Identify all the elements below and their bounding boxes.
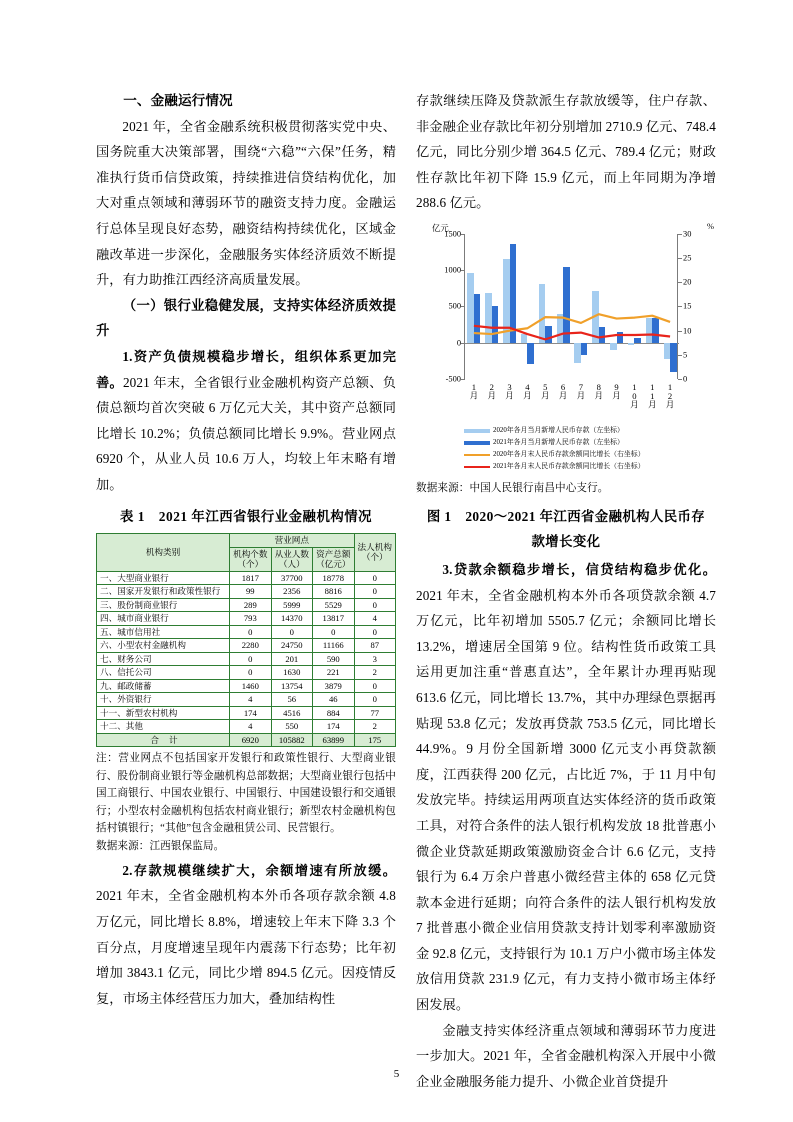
deposit-growth-chart [416,220,716,410]
x-tick-label: 1月 [468,381,479,399]
legend-swatch [464,454,490,457]
cell-value: 77 [354,706,396,720]
x-tick-label: 9月 [611,381,622,399]
intro-paragraph: 2021 年，全省金融系统积极贯彻落实党中央、国务院重大决策部署，围绕“六稳”“六保”任务，精准执行货币信贷政策，持续推进信贷结构优化，加大对重点领域和薄弱环节的融资支持力度。金融运行总体呈现良好态势，融资结构持续优化，区域金融改革进一步深化，金融服务实体经济质效不断提升，有力助推江西经济高质量发展。 [96,118,396,288]
th-institution-type: 机构类别 [97,534,230,572]
page-number: 5 [393,1068,400,1080]
th-staff-line1: 从业人数 [274,548,309,559]
cell-value: 221 [313,666,354,680]
cell-value: 13754 [271,679,312,693]
cell-value: 0 [354,585,396,599]
y-tick-label-left: 1000 [444,265,461,275]
th-count [230,547,271,571]
cell-value: 1630 [271,666,312,680]
y-tick-label-right: 5 [683,350,688,360]
table-row [97,598,396,612]
table-row [97,571,396,585]
cell-value: 201 [271,652,312,666]
item1-bold-lead: 1.资产负债规模稳步增长，组织体系更加完善。 [96,348,396,390]
cell-value: 4 [354,612,396,626]
cell-value: 0 [354,679,396,693]
cell-value: 14370 [271,612,312,626]
x-tick-label: 11月 [647,381,658,408]
bank-institutions-table [96,533,396,747]
x-tick-label: 2月 [486,381,497,399]
cell-value: 2356 [271,585,312,599]
cell-institution-type: 五、城市信用社 [97,625,230,639]
th-legal-line2: （个） [361,552,388,563]
legend-label: 2021年各月当月新增人民币存款（左坐标） [493,438,624,446]
legend-swatch [464,429,490,433]
cell-value: 0 [230,652,271,666]
chart-plot-area [444,229,692,408]
table-header-row-1 [97,534,396,548]
item3-paragraph-2: 金融支持实体经济重点领域和薄弱环节力度进一步加大。2021 年，全省金融机构深入开展中小微企业金融服务能力提升、小微企业首贷提升 [416,1022,716,1089]
cell-value: 5999 [271,598,312,612]
table-title: 表 1 2021 年江西省银行业金融机构情况 [119,508,373,524]
legend-item [464,462,716,472]
cell-value: 87 [354,639,396,653]
cell-value: 1817 [230,571,271,585]
cell-value: 174 [313,720,354,734]
cell-institution-type: 十一、新型农村机构 [97,706,230,720]
y-tick-label-left: -500 [445,374,461,384]
legend-swatch [464,466,490,469]
cell-value: 18778 [313,571,354,585]
item2-body: 2021 年末，全省金融机构本外币各项存款余额 4.8 万亿元，同比增长 8.8%，增速较上年末下降 3.3 个百分点，月度增速呈现年内震荡下行态势；比年初增加 3843.1 亿元，同比少增 894.5 亿元。因疫情反复，市场主体经营压力加大，叠加结构性 [96,888,396,1006]
cell-institution-type: 三、股份制商业银行 [97,598,230,612]
cell-value: 0 [354,571,396,585]
cell-value: 2280 [230,639,271,653]
table-row [97,639,396,653]
cell-value: 3 [354,652,396,666]
cell-institution-type: 二、国家开发银行和政策性银行 [97,585,230,599]
th-staff-line2: （人） [278,559,305,570]
figure-caption-line2: 款增长变化 [531,534,601,550]
th-staff [271,547,312,571]
cell-value: 0 [230,625,271,639]
figure-caption [416,504,716,555]
legend-label: 2020年各月末人民币存款余额同比增长（右坐标） [493,450,645,458]
cell-institution-type: 八、信托公司 [97,666,230,680]
section-heading: 一、金融运行情况 [123,93,233,108]
figure-1 [416,220,716,555]
th-count-line1: 机构个数 [233,548,268,559]
th-assets-line2: （亿元） [316,559,351,570]
y-axis-unit-right: % [707,221,714,231]
x-tick-label: 4月 [522,381,533,399]
x-tick-label: 8月 [593,381,604,399]
y-tick-label-right: 20 [683,277,692,287]
y-tick-label-right: 30 [683,229,692,239]
cell-value: 174 [230,706,271,720]
cell-value: 590 [313,652,354,666]
cell-value: 0 [271,625,312,639]
cell-total-label: 合计 [97,733,230,747]
y-tick-label-right: 0 [683,374,688,384]
table-total-row [97,733,396,747]
legend-item [464,426,716,436]
th-legal-entities [354,534,396,572]
table-row [97,693,396,707]
cell-value: 4 [230,693,271,707]
cell-institution-type: 七、财务公司 [97,652,230,666]
cell-value: 5529 [313,598,354,612]
cell-value: 37700 [271,571,312,585]
y-tick-label-left: 500 [448,301,461,311]
cell-value: 289 [230,598,271,612]
right-top-paragraph: 存款继续压降及贷款派生存款放缓等，住户存款、非金融企业存款比年初分别增加 2710.9 亿元、748.4 亿元，同比分别少增 364.5 亿元、789.4 亿元；财政性存款比年初下降 15.9 亿元，而上年同期为净增 288.6 亿元。 [416,93,716,211]
table-note: 注：营业网点不包括国家开发银行和政策性银行、大型商业银行、股份制商业银行等金融机构总部数据；大型商业银行包括中国工商银行、中国农业银行、中国银行、中国建设银行和交通银行；小型农村金融机构包括农村商业银行；新型农村金融机构包括村镇银行；“其他”包含金融租赁公司、民营银行。 [96,753,396,834]
table-row [97,679,396,693]
y-tick-label-right: 25 [683,253,692,263]
cell-value: 4516 [271,706,312,720]
cell-value: 793 [230,612,271,626]
cell-value: 0 [313,625,354,639]
cell-value: 13817 [313,612,354,626]
legend-item [464,450,716,460]
y-axis-unit-left: 亿元 [432,223,449,233]
subsection-heading: （一）银行业稳健发展，支持实体经济质效提升 [96,297,396,339]
x-tick-label: 12月 [665,381,676,408]
th-assets [313,547,354,571]
cell-institution-type: 四、城市商业银行 [97,612,230,626]
y-tick-mark-right [678,379,682,380]
cell-total-value: 105882 [271,733,312,747]
cell-total-value: 175 [354,733,396,747]
x-tick-label: 10月 [629,381,640,408]
th-branch-group: 营业网点 [230,534,354,548]
cell-value: 2 [354,720,396,734]
cell-institution-type: 九、邮政储蓄 [97,679,230,693]
item3-bold-lead: 3.贷款余额稳步增长，信贷结构稳步优化。 [442,561,716,577]
table-row [97,625,396,639]
legend-label: 2020年各月当月新增人民币存款（左坐标） [493,426,624,434]
item3-paragraph [416,557,716,1018]
th-legal-line1: 法人机构 [357,541,392,552]
y-tick-label-right: 15 [683,301,692,311]
table-row [97,706,396,720]
table-row [97,666,396,680]
item3-body: 2021 年末，全省金融机构本外币各项贷款余额 4.7 万亿元，比年初增加 5505.7 亿元；余额同比增长 13.2%，增速居全国第 9 位。结构性货币政策工具运用更加注重“普惠直达”，全年累计办理再贴现 613.6 亿元，同比增长 13.7%，其中办理绿色票据再贴现 53.8 亿元；发放再贷款 753.5 亿元，同比增长 44.9%。9 月份全国新增 3000 亿元支小再贷款额度，江西获得 200 亿元，占比近 7%，于 11 月中旬发放完毕。持续运用两项直达实体经济的货币政策工具，对符合条件的法人银行机构发放 18 批普惠小微企业贷款延期政策激励资金合计 6.6 亿元，支持银行为 6.4 万余户普惠小微经营主体的 658 亿元贷款本金进行延期；向符合条件的法人银行机构发放 7 批普惠小微企业信用贷款支持计划零利率激励资金 92.8 亿元，支持银行为 10.1 万户小微市场主体发放信用贷款 231.9 亿元，有力支持小微市场主体纾困发展。 [416,587,716,1013]
cell-value: 99 [230,585,271,599]
x-tick-label: 5月 [540,381,551,399]
y-tick-mark-left [461,379,465,380]
table-source: 数据来源：江西银保监局。 [96,841,225,853]
cell-value: 3879 [313,679,354,693]
cell-value: 4 [230,720,271,734]
legend-item [464,438,716,448]
cell-value: 2 [354,666,396,680]
th-count-line2: （个） [237,559,264,570]
chart-line-layer [465,234,679,379]
cell-value: 1460 [230,679,271,693]
cell-value: 550 [271,720,312,734]
th-assets-line1: 资产总额 [316,548,351,559]
x-tick-label: 6月 [558,381,569,399]
left-column [96,88,396,1011]
legend-swatch [464,441,490,445]
cell-value: 8816 [313,585,354,599]
cell-value: 24750 [271,639,312,653]
y-tick-label-right: 10 [683,326,692,336]
item2-paragraph [96,858,396,1012]
table-head [97,534,396,572]
cell-institution-type: 十、外资银行 [97,693,230,707]
cell-value: 46 [313,693,354,707]
cell-total-value: 63899 [313,733,354,747]
cell-value: 884 [313,706,354,720]
cell-value: 0 [230,666,271,680]
table-row [97,585,396,599]
cell-value: 11166 [313,639,354,653]
cell-value: 56 [271,693,312,707]
item2-bold-lead: 2.存款规模继续扩大，余额增速有所放缓。 [122,862,396,878]
x-tick-label: 3月 [504,381,515,399]
y-tick-label-left: 1500 [444,229,461,239]
cell-institution-type: 一、大型商业银行 [97,571,230,585]
table-row [97,652,396,666]
legend-label: 2021年各月末人民币存款余额同比增长（右坐标） [493,462,645,470]
item1-body: 2021 年末，全省银行业金融机构资产总额、负债总额均首次突破 6 万亿元大关，其中资产总额同比增长 10.2%；负债总额同比增长 9.9%。营业网点 6920 个，从业人员 10.6 万人，均较上年末略有增加。 [96,374,396,492]
table-row [97,612,396,626]
chart-line [474,314,670,334]
x-tick-label: 7月 [575,381,586,399]
table-body [97,571,396,747]
cell-institution-type: 十二、其他 [97,720,230,734]
cell-total-value: 6920 [230,733,271,747]
figure-caption-line1: 图 1 2020～2021 年江西省金融机构人民币存 [426,508,706,524]
cell-value: 0 [354,625,396,639]
table-row [97,720,396,734]
item1-paragraph [96,344,396,498]
cell-institution-type: 六、小型农村金融机构 [97,639,230,653]
cell-value: 0 [354,598,396,612]
figure-source: 数据来源：中国人民银行南昌中心支行。 [416,483,609,495]
y-tick-label-left: 0 [456,338,461,348]
chart-legend [416,426,716,472]
right-column [416,88,716,1094]
cell-value: 0 [354,693,396,707]
